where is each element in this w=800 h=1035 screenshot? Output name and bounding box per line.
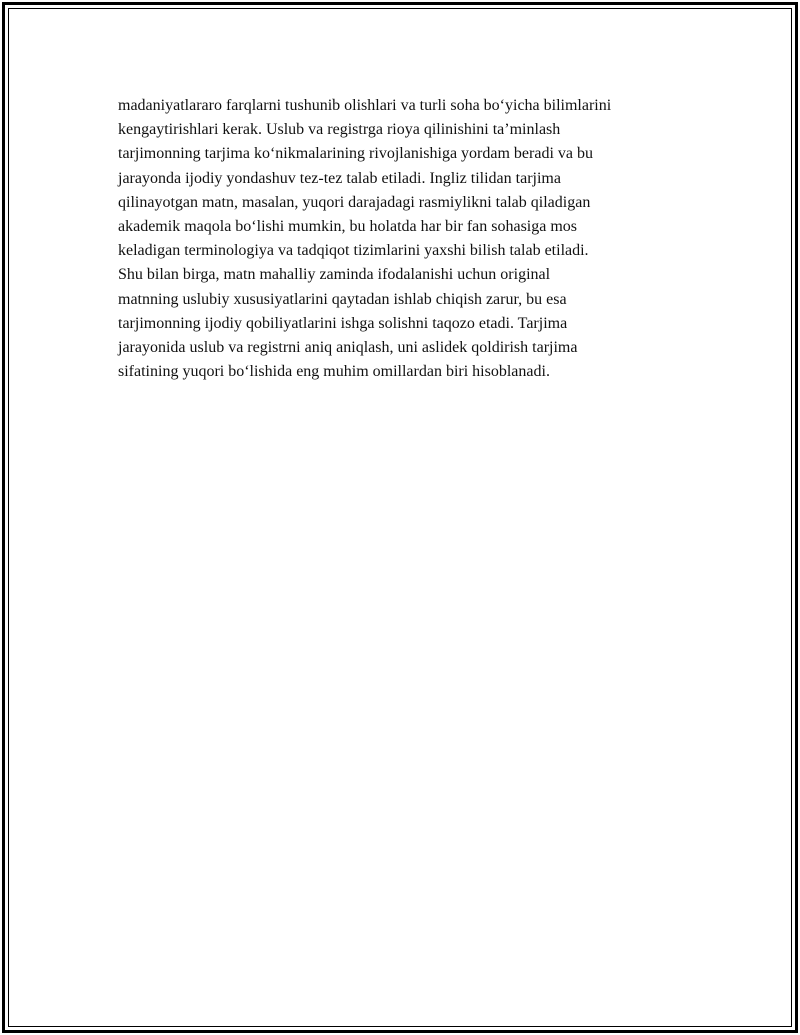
paragraph-line: Shu bilan birga, matn mahalliy zaminda ifodalanishi uchun original	[118, 266, 551, 284]
paragraph-line: matnning uslubiy xususiyatlarini qaytadan ishlab chiqish zarur, bu esa	[118, 290, 567, 308]
paragraph-line: akademik maqola bo‘lishi mumkin, bu holatda har bir fan sohasiga mos	[118, 218, 578, 236]
paragraph-line: tarjimonning tarjima ko‘nikmalarining rivojlanishiga yordam beradi va bu	[118, 145, 593, 163]
body-paragraph	[118, 94, 718, 384]
paragraph-line: tarjimonning ijodiy qobiliyatlarini ishga solishni taqozo etadi. Tarjima	[118, 314, 568, 332]
paragraph-line: jarayonda ijodiy yondashuv tez-tez talab etiladi. Ingliz tilidan tarjima	[118, 169, 561, 187]
paragraph-line: qilinayotgan matn, masalan, yuqori darajadagi rasmiylikni talab qiladigan	[118, 193, 591, 211]
paragraph-line: madaniyatlararo farqlarni tushunib olishlari va turli soha bo‘yicha bilimlarini	[118, 97, 612, 114]
paragraph-line: keladigan terminologiya va tadqiqot tizimlarini yaxshi bilish talab etiladi.	[118, 242, 589, 260]
paragraph-line: kengaytirishlari kerak. Uslub va registrga rioya qilinishini ta’minlash	[118, 121, 561, 139]
paragraph-line: jarayonida uslub va registrni aniq aniqlash, uni aslidek qoldirish tarjima	[118, 339, 578, 357]
paragraph-line: sifatining yuqori bo‘lishida eng muhim omillardan biri hisoblanadi.	[118, 363, 550, 381]
